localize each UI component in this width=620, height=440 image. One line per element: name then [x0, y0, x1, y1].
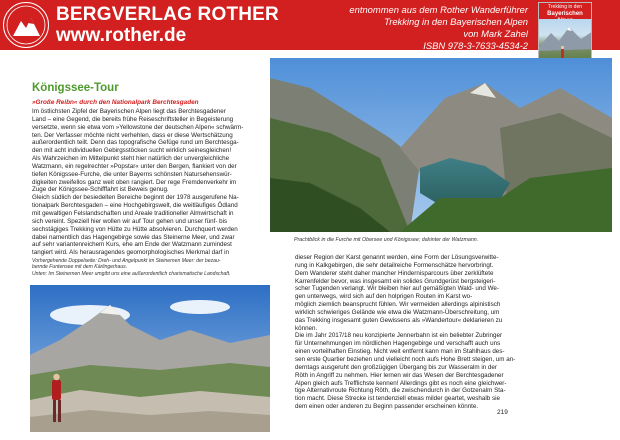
cover-title-small: Trekking in den	[548, 4, 582, 10]
rother-logo	[3, 2, 49, 48]
source-line: von Mark Zahel	[463, 28, 528, 39]
text-line: können.	[295, 324, 318, 332]
text-line: sen erste Quartier beziehen und vielleicht noch aufs Hohe Brett steigen, um an-	[295, 355, 516, 363]
text-line: Dem Wanderer steht daher mancher Hindernisparcours über zerklüftete	[295, 269, 494, 277]
brand-name: BERGVERLAG ROTHER	[56, 4, 279, 25]
text-line: sich vereint. Speziell hier wollen wir auf Tour gehen und unser fünf- bis	[32, 217, 228, 225]
text-line: tangiert wird. Als herausragendes geomorphologisches Merkmal darf in	[32, 249, 229, 257]
text-line: das Trekking insgesamt guten Gewissens als »Wandertour« deklarieren zu	[295, 316, 503, 324]
text-line: derntags ausgeruht den großzügigen Übergang bis zur Wasseralm in der	[295, 363, 497, 371]
text-line: Als Wahrzeichen im Mittelpunkt steht hier natürlich der unvergleichliche	[32, 155, 230, 163]
photo-captions	[32, 258, 264, 277]
text-line: Die im Jahr 2017/18 neu konzipierte Jennerbahn ist ein beliebter Zubringer	[295, 332, 503, 340]
source-line: Trekking in den Bayerischen Alpen	[384, 16, 528, 27]
text-line: Alpen gleich aufs Trefflichste kennen! Allerdings gibt es noch eine gleichwer-	[295, 379, 507, 387]
caption-line: Unten: Im Steinernen Meer umgibt uns eine außerordentlich charismatische Landschaft.	[32, 270, 231, 277]
text-line: tiefen Königssee-Furche, die unter Bayerns schönsten Natursehenswür-	[32, 170, 232, 178]
text-line: wirklich schwieriges Gelände wie etwa die Watzmann-Überschreitung, um	[295, 308, 500, 316]
text-line: ten. Der Verfasser möchte nicht verhehlen, dass er diese Wertschätzung	[32, 131, 233, 139]
text-line: digkeiten zweifellos ganz weit oben rangiert. Der rege Fremdenverkehr im	[32, 178, 237, 186]
text-line: Röth in Angriff zu nehmen. Hier lernen wir das Wesen der Berchtesgadener	[295, 371, 504, 379]
text-line: außerordentlich teilt. Denn das topografische Gefüge rund um Berchtesga-	[32, 139, 239, 147]
cover-title	[539, 3, 591, 19]
text-line: dieser Region der Karst genannt werden, eine Form der Lösungsverwitte-	[295, 254, 499, 261]
source-line: entnommen aus dem Rother Wanderführer	[349, 4, 528, 15]
cover-title-big: Bayerischen	[547, 11, 583, 17]
text-line: den mit acht individuellen Gebirgsstöcken sucht wirklich seinesgleichen!	[32, 147, 232, 155]
source-line: ISBN 978-3-7633-4534-2	[423, 40, 528, 51]
brand-url[interactable]: www.rother.de	[56, 25, 187, 46]
text-line: Gleich südlich der besiedelten Bereiche beginnt der 1978 ausgerufene Na-	[32, 194, 239, 202]
header-banner	[0, 0, 620, 50]
text-line: Im östlichsten Zipfel der Bayerischen Alpen liegt das Berchtesgadener	[32, 108, 226, 115]
text-line: Land – eine Gegend, die bereits frühe Reiseschriftsteller in Begeisterung	[32, 115, 234, 123]
text-line: gen unterwegs, wird sich auf den holprigen Routen im Karst wo-	[295, 293, 473, 301]
text-line: scher Tugenden verlangt. Wir bleiben hier auf gemäßigten Wald- und We-	[295, 285, 499, 293]
page-number: 219	[497, 409, 508, 416]
article-body-left	[32, 108, 263, 257]
article-body-right	[295, 254, 517, 411]
photo-steinernes-meer	[30, 285, 270, 432]
text-line: versetzte, wenn sie etwa vom »Yellowstone der deutschen Alpen« schwärm-	[32, 123, 244, 131]
text-line: einen vorteilhaften Einstieg. Nicht weit entfernt kann man im Stahlhaus des-	[295, 348, 505, 356]
text-line: dem einen oder anderen zu Beginn passender erscheinen könnte.	[295, 403, 479, 411]
photo-koenigssee	[270, 58, 612, 232]
text-line: sechstägiges Trekking von Hütte zu Hütte absolvieren. Durchquert werden	[32, 225, 238, 233]
text-line: Watzmann, ein regelrechter »Popstar« unter den Bergen, flankiert von der	[32, 162, 237, 170]
top-photo-caption: Prachtblick in die Furche mit Obersee und Königssee; dahinter der Watzmann.	[294, 237, 479, 243]
text-line: rung in Kalkgebirgen, die sehr detailreiche Formenschätze hervorbringt.	[295, 261, 494, 269]
text-line: für Unternehmungen im nördlichen Hagengebirge und verschafft auch uns	[295, 340, 501, 348]
caption-line: bernde Funtensee mit dem Kärlingerhaus.	[32, 264, 128, 271]
text-line: auf sehr variantenreichem Kurs, ehe am Ende der Watzmann zumindest	[32, 241, 232, 249]
article-subtitle: »Große Reibn« durch den Nationalpark Berchtesgaden	[32, 99, 199, 106]
source-info	[288, 4, 528, 52]
article-title: Königssee-Tour	[32, 82, 119, 94]
text-line: Karrenfelder bevor, was insgesamt ein solides Grundgerüst bergsteigeri-	[295, 277, 496, 285]
text-line: tion macht. Diese Strecke ist tendenziell etwas milder geartet, weshalb sie	[295, 395, 500, 403]
text-line: tionalpark Berchtesgaden – eine Hochgebirgswelt, die weitläufiges Ödland	[32, 202, 238, 210]
text-line: mit gewaltigen Felslandschaften und Areale traditioneller Almwirtschaft in	[32, 209, 234, 217]
caption-line: Vorhergehende Doppelseite: Dreh- und Angelpunkt im Steinernen Meer: der bezau-	[32, 258, 221, 264]
text-line: tige Alternativroute Richtung Röth, die zwischendurch in der Gotzenalm Sta-	[295, 387, 506, 395]
text-line: Zuge der Königssee-Schifffahrt ist Beweis genug.	[32, 186, 169, 194]
text-line: möglich ziemlich beansprucht fühlen. Wir vermeiden allerdings alpinistisch	[295, 301, 501, 309]
text-line: dabei namentlich das Hagengebirge sowie das Steinerne Meer, und zwar	[32, 233, 235, 241]
